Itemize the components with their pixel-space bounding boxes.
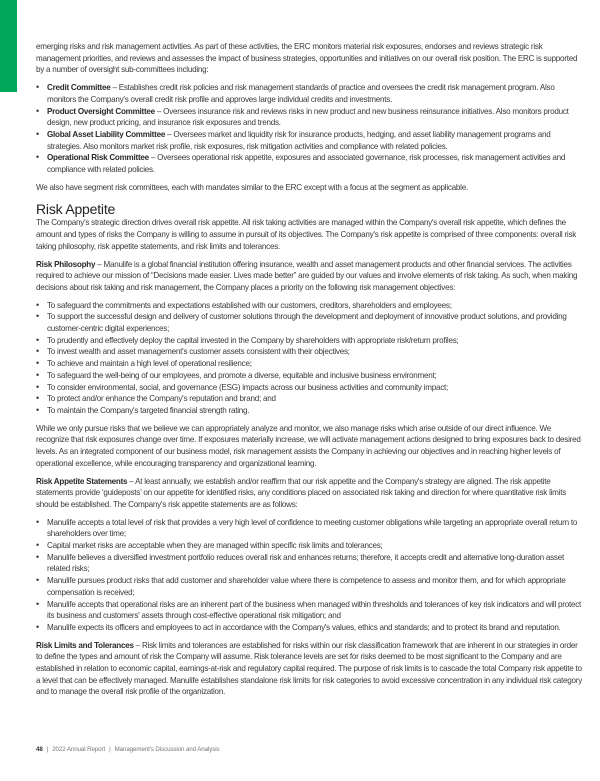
committee-description: – Oversees operational risk appetite, exposures and associated governance, risk processes, risk management activities and compliance with related policies. — [47, 153, 566, 175]
page-content — [36, 41, 584, 704]
list-item: • Manulife accepts that operational risks are an inherent part of the business when managed within thresholds and tolerances of key risk indicators and will protect its business and customers' assets through cost-effective operational risk mitigation; and — [36, 599, 584, 622]
list-item: • To protect and/or enhance the Company's reputation and brand; and — [36, 393, 584, 405]
committee-list — [36, 82, 584, 176]
risk-appetite-intro: The Company's strategic direction drives overall risk appetite. All risk taking activities are managed within the Company's overall risk appetite, which defines the amount and types of risks the Company is willing to assume in pursuit of its objectives. The Company's risk appetite is comprised of three components: overall risk taking philosophy, risk appetite statements, and risk limits and tolerances. — [36, 218, 577, 251]
list-item: • To support the successful design and delivery of customer solutions through the development and deployment of innovative product solutions, and providing customer-centric digital experiences; — [36, 311, 584, 334]
committee-name: Global Asset Liability Committee — [47, 129, 166, 139]
section-title: Management's Discussion and Analysis — [114, 746, 220, 753]
objectives-list — [36, 300, 584, 417]
list-item: • To prudently and effectively deploy the capital invested in the Company by shareholders with appropriate risk/return profiles; — [36, 335, 584, 347]
footer-separator: | — [46, 746, 49, 753]
committee-name: Product Oversight Committee — [47, 106, 155, 116]
statements-list — [36, 517, 584, 634]
list-item: • Manulife accepts a total level of risk that provides a very high level of confidence to meeting customer obligations while targeting an appropriate overall return to shareholders over time; — [36, 517, 584, 540]
list-item: • Capital market risks are acceptable when they are managed within specific risk limits and tolerances; — [36, 540, 584, 552]
brand-accent-bar — [0, 0, 17, 92]
committee-description: – Oversees insurance risk and reviews risks in new product and new business reinsurance initiatives. Also monitors product design, new product pricing, and insurance risk exposures and trends. — [47, 106, 569, 128]
list-item: • Manulife pursues product risks that add customer and shareholder value where there is competence to assess and monitor them, and for which appropriate compensation is received; — [36, 575, 584, 598]
page-footer — [36, 746, 220, 753]
list-item — [36, 129, 584, 152]
philosophy-closing: While we only pursue risks that we believe we can appropriately analyze and monitor, we also manage risks which arise outside of our direct influence. We recognize that risk exposures change over time. If exposures materially increase, we will activate management actions designed to bring exposures back to desired levels. As an integrated component of our business model, risk management assists the Company in achieving our objectives and in reaching higher levels of operational excellence, while encouraging transparency and organizational learning. — [36, 423, 581, 468]
report-title: 2022 Annual Report — [52, 746, 106, 753]
list-item — [36, 152, 584, 175]
committee-name: Credit Committee — [47, 83, 111, 93]
list-item — [36, 82, 584, 105]
list-item: • To safeguard the well-being of our employees, and promote a diverse, equitable and inclusive business environment; — [36, 370, 584, 382]
subsection-label: Risk Appetite Statements — [36, 476, 128, 486]
subsection-label: Risk Limits and Tolerances — [36, 640, 134, 650]
list-item: • Manulife believes a diversified investment portfolio reduces overall risk and enhances returns; therefore, it accepts credit and alternative long-duration asset related risks; — [36, 552, 584, 575]
list-item: • To achieve and maintain a high level of operational resilience; — [36, 358, 584, 370]
risk-appetite-statements-paragraph — [36, 476, 584, 511]
subsection-label: Risk Philosophy — [36, 259, 96, 269]
list-item: • To consider environmental, social, and governance (ESG) impacts across our business activities and community impact; — [36, 382, 584, 394]
page-number: 48 — [36, 746, 43, 753]
footer-separator: | — [109, 746, 111, 753]
committee-description: – Oversees market and liquidity risk for insurance products, hedging, and asset liability management programs and strategies. Also monitors market risk profile, risk exposures, risk mitigation activities and compliance with related policies. — [47, 129, 551, 151]
risk-limits-paragraph — [36, 640, 584, 699]
risk-philosophy-paragraph — [36, 259, 584, 294]
list-item: • To safeguard the commitments and expectations established with our customers, creditors, shareholders and employees; — [36, 300, 584, 312]
list-item: • To maintain the Company's targeted financial strength rating. — [36, 405, 584, 417]
segment-note: We also have segment risk committees, each with mandates similar to the ERC except with a focus at the segment as applicable. — [36, 182, 468, 192]
section-heading: Risk Appetite — [36, 201, 116, 218]
list-item: • Manulife expects its officers and employees to act in accordance with the Company's values, ethics and standards; and to protect its brand and reputation. — [36, 622, 584, 634]
list-item — [36, 106, 584, 129]
risk-philosophy-text: – Manulife is a global financial institution offering insurance, wealth and asset management products and other financial services. The activities required to achieve our mission of “Decisions made easier. Lives made better” are guided by our values and involve elements of risk taking. As such, when making decisions about risk taking and risk management, the Company places a priority on the following risk management objectives: — [36, 259, 578, 292]
risk-limits-text: – Risk limits and tolerances are established for risks within our risk classification framework that are inherent in our strategies in order to define the types and amount of risk the Company will assume. Risk tolerance levels are set for risks deemed to be most significant to the Company and are established in relation to economic capital, earnings-at-risk and regulatory capital required. The purpose of risk limits is to cascade the total Company risk appetite to a level that can be effectively managed. Manulife establishes standalone risk limits for risk categories to avoid excessive concentration in any individual risk category and to manage the overall risk profile of the organization. — [36, 640, 583, 697]
committee-name: Operational Risk Committee — [47, 153, 149, 163]
list-item: • To invest wealth and asset management's customer assets consistent with their objectives; — [36, 346, 584, 358]
committee-description: – Establishes credit risk policies and risk management standards of practice and oversees the credit risk management program. Also monitors the Company's overall credit risk profile and approves large individual credits and investments. — [47, 83, 555, 104]
intro-paragraph: emerging risks and risk management activities. As part of these activities, the ERC monitors material risk exposures, endorses and reviews strategic risk management priorities, and reviews and assesses the impact of business strategies, opportunities and initiatives on our overall risk position. The ERC is supported by a number of oversight sub-committees including: — [36, 42, 578, 75]
statements-text: – At least annually, we establish and/or reaffirm that our risk appetite and the Company's strategy are aligned. The risk appetite statements provide ‘guideposts’ on our appetite for identified risks, any conditions placed on associated risk taking and direction for where quantitative risk limits should be established. The Company's risk appetite statements are as follows: — [36, 476, 567, 509]
